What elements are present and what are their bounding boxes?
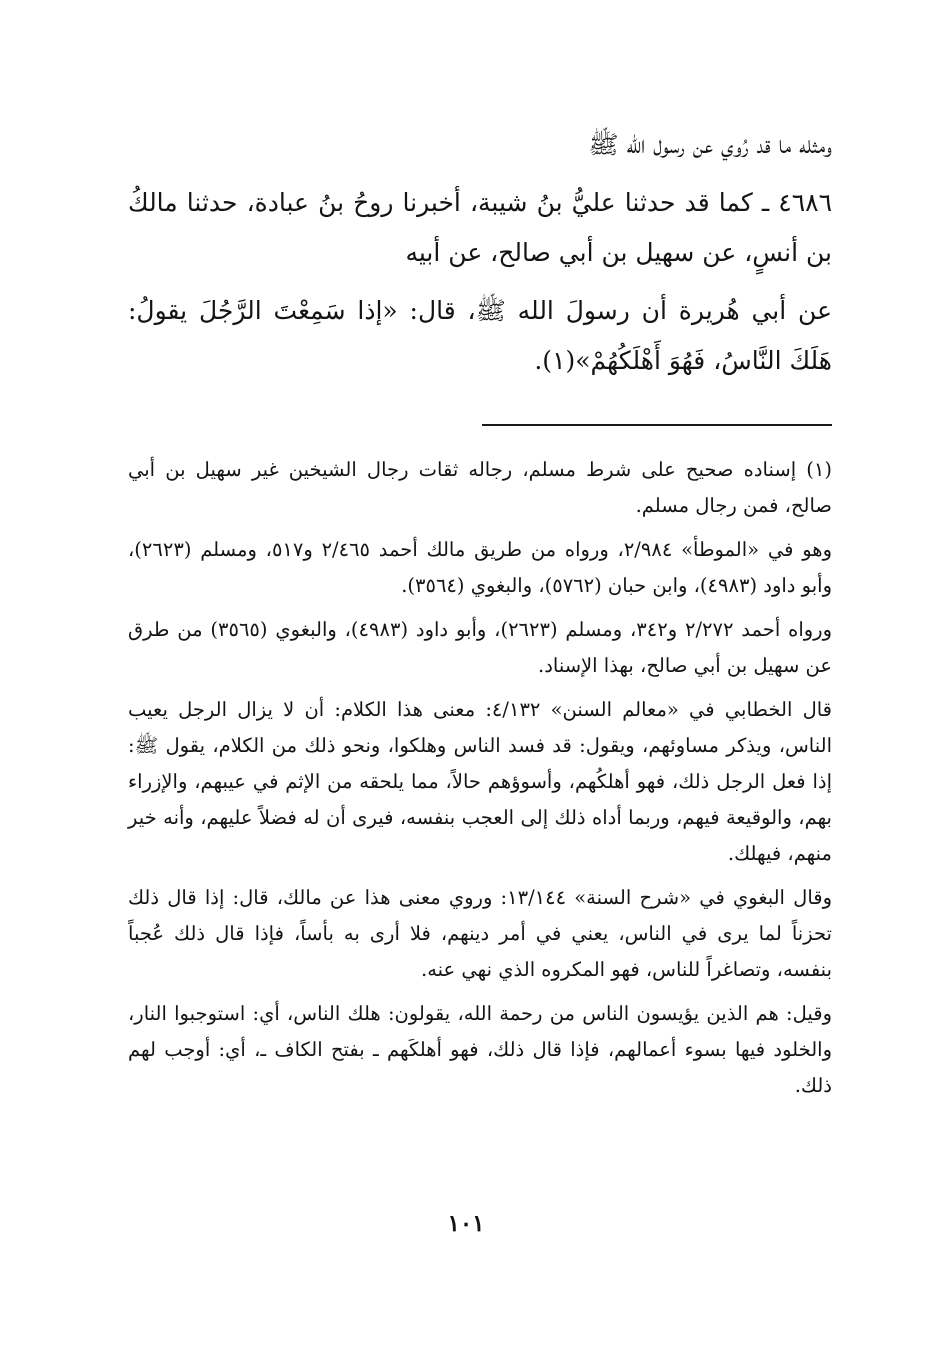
footnote-paragraph: ورواه أحمد ٢/٢٧٢ و٣٤٢، ومسلم (٢٦٢٣)، وأبو داود (٤٩٨٣)، والبغوي (٣٥٦٥) من طرق عن سهيل بن أبي صالح، بهذا الإسناد. (128, 618, 833, 677)
main-text (128, 120, 832, 386)
footnote-paragraph: وقيل: هم الذين يؤيسون الناس من رحمة الله، يقولون: هلك الناس، أي: استوجبوا النار، والخلود فيها بسوء أعمالهم، فإذا قال ذلك، فهو أهلكَهم ـ بفتح الكاف ـ، أي: أوجب لهم ذلك. (128, 1002, 832, 1097)
footnote-paragraph: وقال البغوي في «شرح السنة» ١٣/١٤٤: وروي معنى هذا عن مالك، قال: إذا قال ذلك تحزناً لما يرى في الناس، يعني في أمر دينهم، فلا أرى به بأساً، فإذا قال ذلك عُجباً بنفسه، وتصاغراً للناس، فهو المكروه الذي نهي عنه. (128, 886, 832, 981)
footnote-paragraph: وهو في «الموطأ» ٢/٩٨٤، ورواه من طريق مالك أحمد ٢/٤٦٥ و٥١٧، ومسلم (٢٦٢٣)، وأبو داود (٤٩٨٣)، وابن حبان (٥٧٦٢)، والبغوي (٣٥٦٤). (128, 538, 832, 597)
intro-line: ومثله ما قد رُوي عن رسول الله ﷺ (588, 130, 832, 159)
hadith-chain: ٤٦٨٦ ـ كما قد حدثنا عليُّ بنُ شيبة، أخبرنا روحُ بنُ عبادة، حدثنا مالكُ بن أنسٍ، عن سهيل بن أبي صالح، عن أبيه (128, 188, 832, 267)
footnote-paragraph: قال الخطابي في «معالم السنن» ٤/١٣٢: معنى هذا الكلام: أن لا يزال الرجل يعيب الناس، ويذكر مساوئهم، ويقول: قد فسد الناس وهلكوا، ونحو ذلك من الكلام، يقول ﷺ: إذا فعل الرجل ذلك، فهو أهلكُهم، وأسوؤهم حالاً، مما يلحقه من الإثم في عيبهم، والإزراء بهم، والوقيعة فيهم، وربما أداه ذلك إلى العجب بنفسه، فيرى أن له فضلاً عليهم، وأنه خير منهم، فيهلك. (128, 698, 832, 865)
footnote-divider (482, 424, 832, 426)
footnotes (128, 452, 832, 1112)
hadith-text: عن أبي هُريرة أن رسولَ الله ﷺ، قال: «إذا سَمِعْتَ الرَّجُلَ يقولُ: هَلَكَ النَّاسُ، فَهُوَ أَهْلَكُهُمْ»(١). (128, 296, 832, 375)
footnote-paragraph: (١) إسناده صحيح على شرط مسلم، رجاله ثقات رجال الشيخين غير سهيل بن أبي صالح، فمن رجال مسلم. (128, 458, 832, 517)
page-number: ١٠١ (447, 1210, 485, 1237)
